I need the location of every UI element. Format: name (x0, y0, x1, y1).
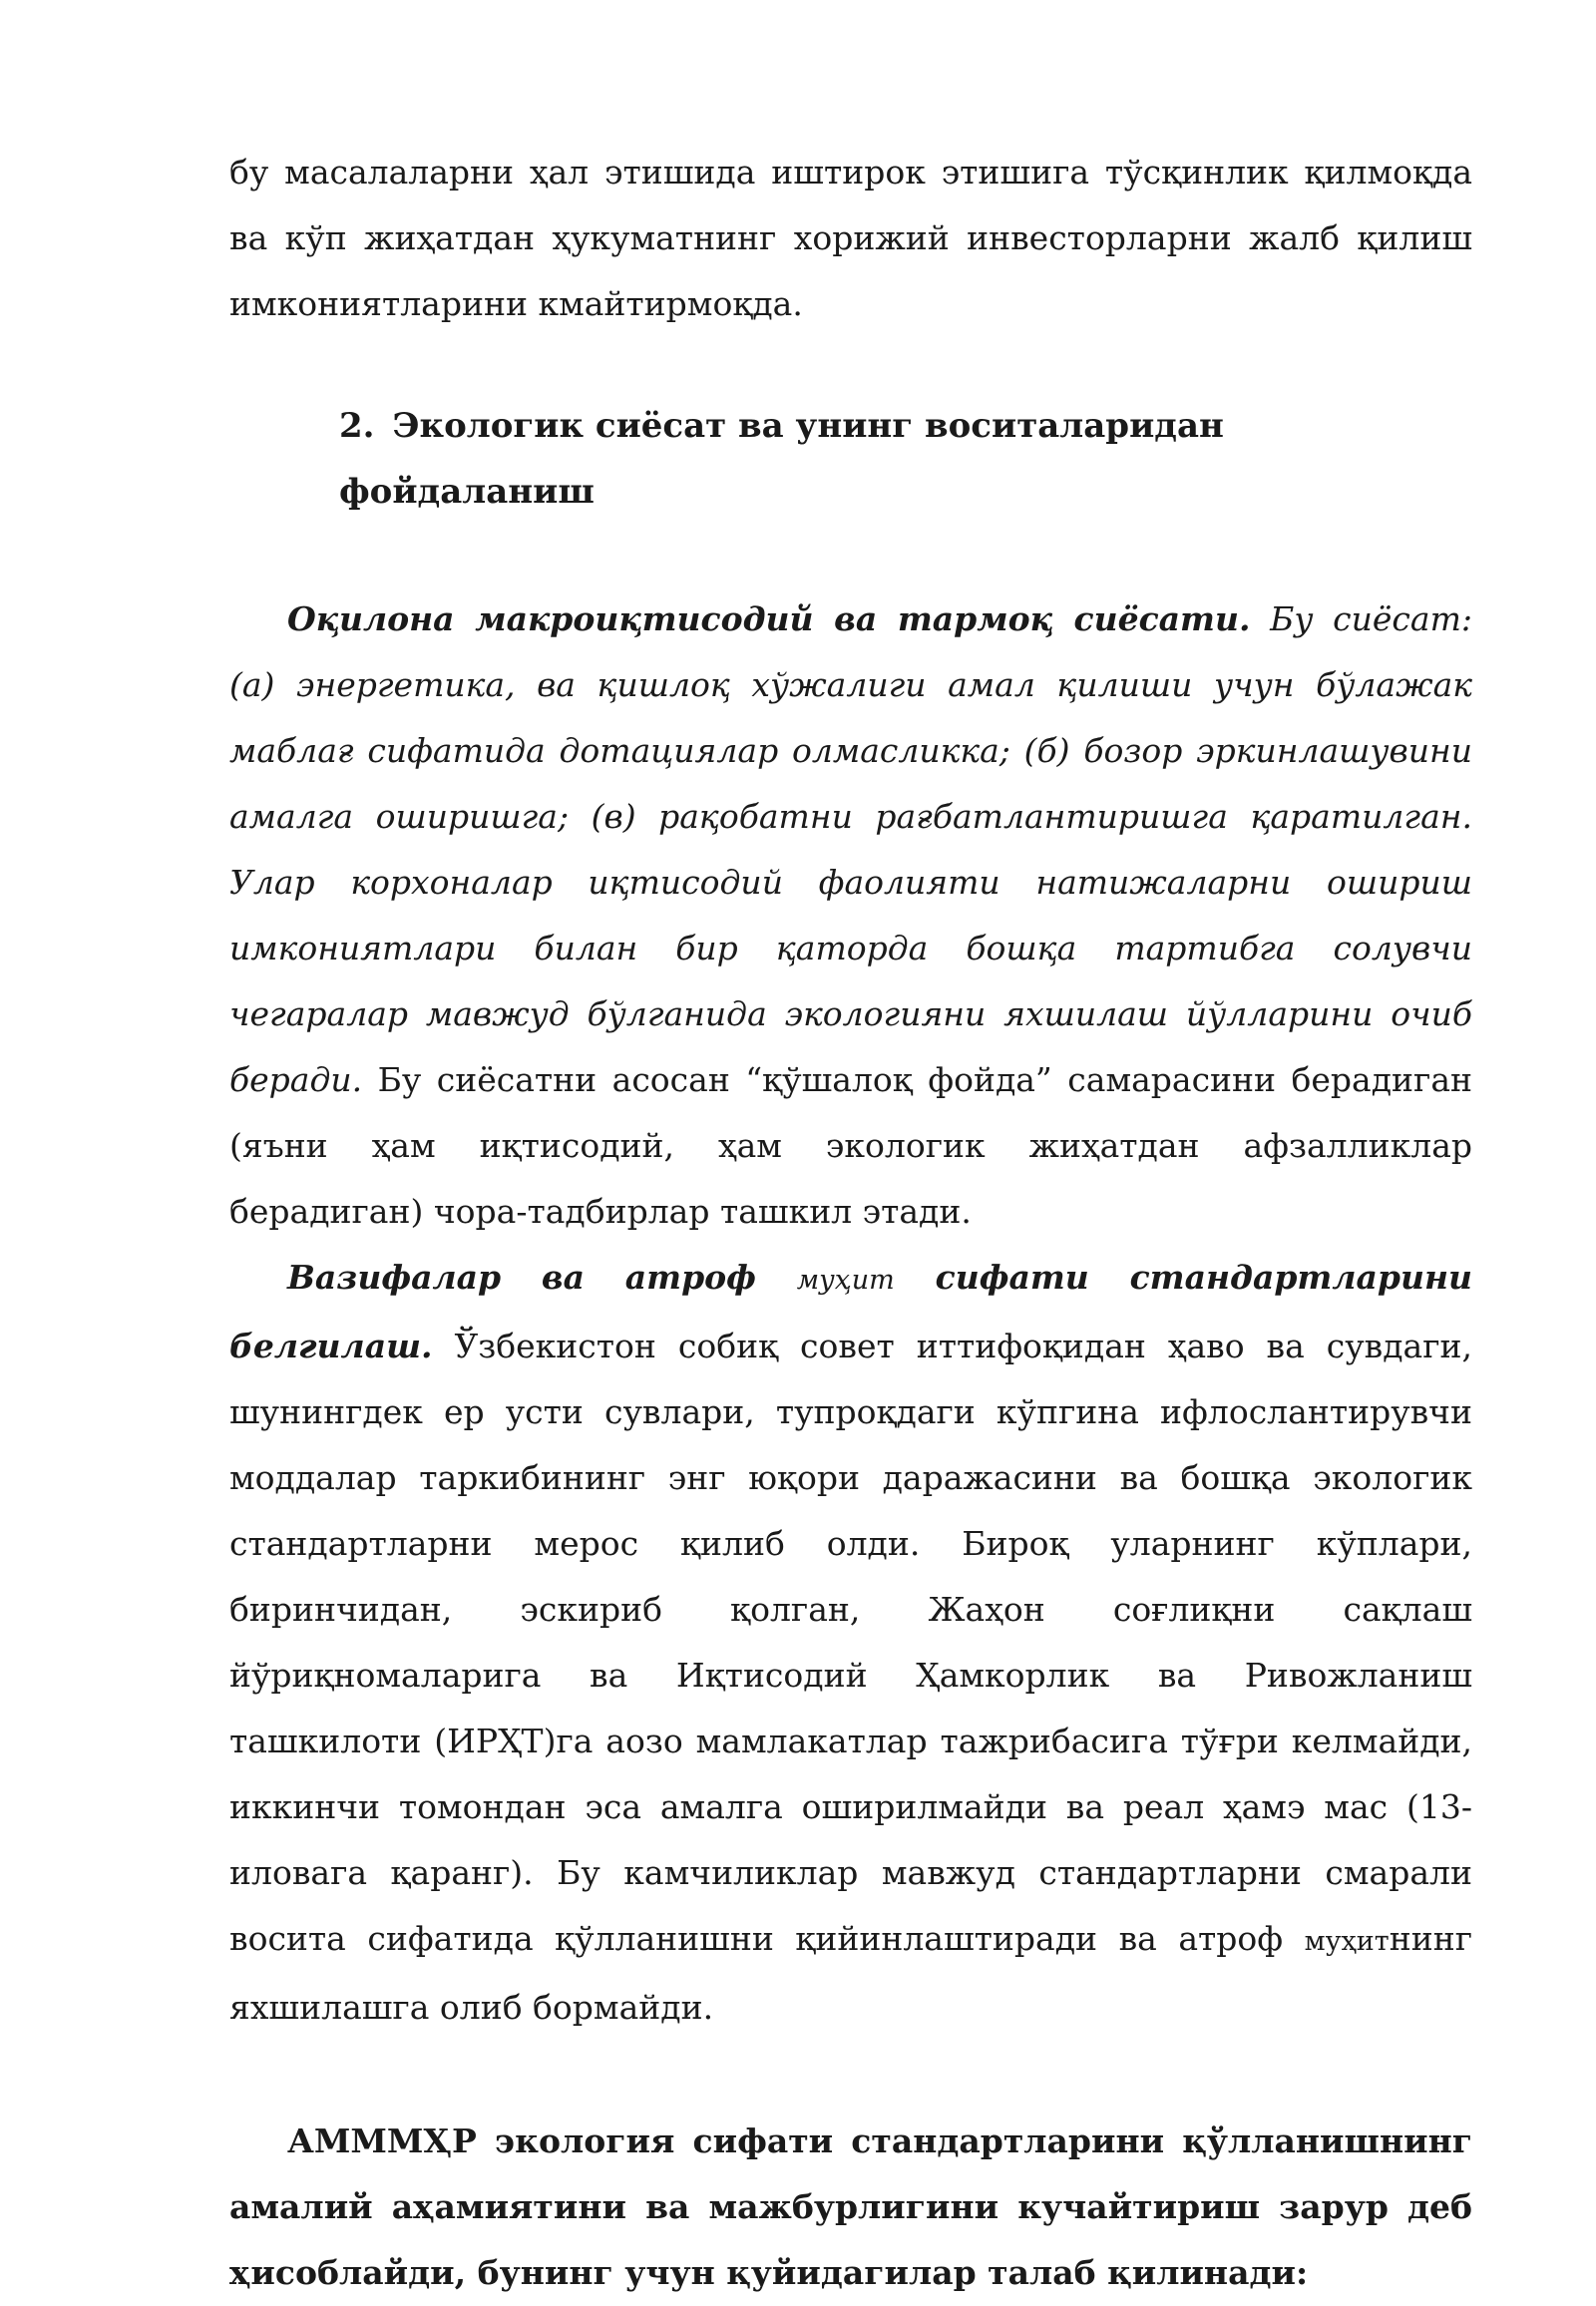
paragraph-standards (229, 1245, 1472, 2041)
document-page (229, 140, 1472, 2306)
standards-title-part-b: сифати стандартларини белгилаш. (229, 1258, 1472, 1365)
standards-body-part-a: Ўзбекистон собиқ совет иттифоқидан ҳаво ва сувдаги, шунингдек ер усти сувлари, тупроқдаги кўпгина ифлослантирувчи моддалар таркибининг энг юқори даражасини ва бошқа экологик стандартларни мерос қилиб олди. Бироқ уларнинг кўплари, биринчидан, эскириб қолган, Жаҳон соғлиқни сақлаш йўриқномаларига ва Иқтисодий Ҳамкорлик ва Ривожланиш ташкилоти (ИРҲТ)га аозо мамлакатлар тажрибасига тўғри келмайди, иккинчи томондан эса амалга оширилмайди ва реал ҳамэ мас (13-иловага қаранг). Бу камчиликлар мавжуд стандартларни смарали восита сифатида қўлланишни қийинлаштиради ва атроф (229, 1327, 1472, 1958)
macro-policy-italic-text: Бу сиёсат: (а) энергетика, ва қишлоқ хўжалиги амал қилиши учун бўлажак маблағ сифатида дотациялар олмасликка; (б) бозор эркинлашувини амалга оширишга; (в) рақобатни рағбатлантиришга қаратилган. Улар корхоналар иқтисодий фаолияти натижаларни ошириш имкониятлари билан бир қаторда бошқа тартибга солувчи чегаралар мавжуд бўлганида экологияни яхшилаш йўлларини очиб беради. (229, 599, 1472, 1099)
standards-title-part-a: Вазифалар ва атроф (287, 1258, 797, 1297)
paragraph-intro: бу масалаларни ҳал этишида иштирок этишига тўсқинлик қилмоқда ва кўп жиҳатдан ҳукуматнинг хорижий инвесторларни жалб қилиш имкониятларини кмайтирмоқда. (229, 153, 1472, 323)
spacer (229, 2041, 1472, 2109)
macro-policy-regular-text: Бу сиёсатни асосан “қўшалоқ фойда” самарасини берадиган (яъни ҳам иқтисодий, ҳам экологик жиҳатдан афзалликлар берадиган) чора-тадбирлар ташкил этади. (229, 1060, 1472, 1231)
section-title: Экологик сиёсат ва унинг воситаларидан фойдаланиш (339, 406, 1224, 512)
standards-title-small-word: муҳит (796, 1265, 895, 1296)
requirements-bold-text: АММMҲР экология сифати стандартларини қўлланишнинг амалий аҳамиятини ва мажбурлигини кучайтириш зарур деб ҳисоблайди, бунинг учун қуйидагилар талаб қилинади: (229, 2121, 1472, 2292)
section-number: 2. (339, 406, 375, 446)
paragraph-macro-policy (229, 586, 1472, 1245)
standards-body-part-b: нинг яхшилашга олиб бормайди. (229, 1919, 1472, 2027)
paragraph-requirements (229, 2109, 1472, 2306)
standards-body-small-word: муҳит (1304, 1926, 1390, 1957)
section-heading (229, 393, 1472, 525)
macro-policy-title: Оқилона макроиқтисодий ва тармоқ сиёсати. (287, 599, 1251, 638)
